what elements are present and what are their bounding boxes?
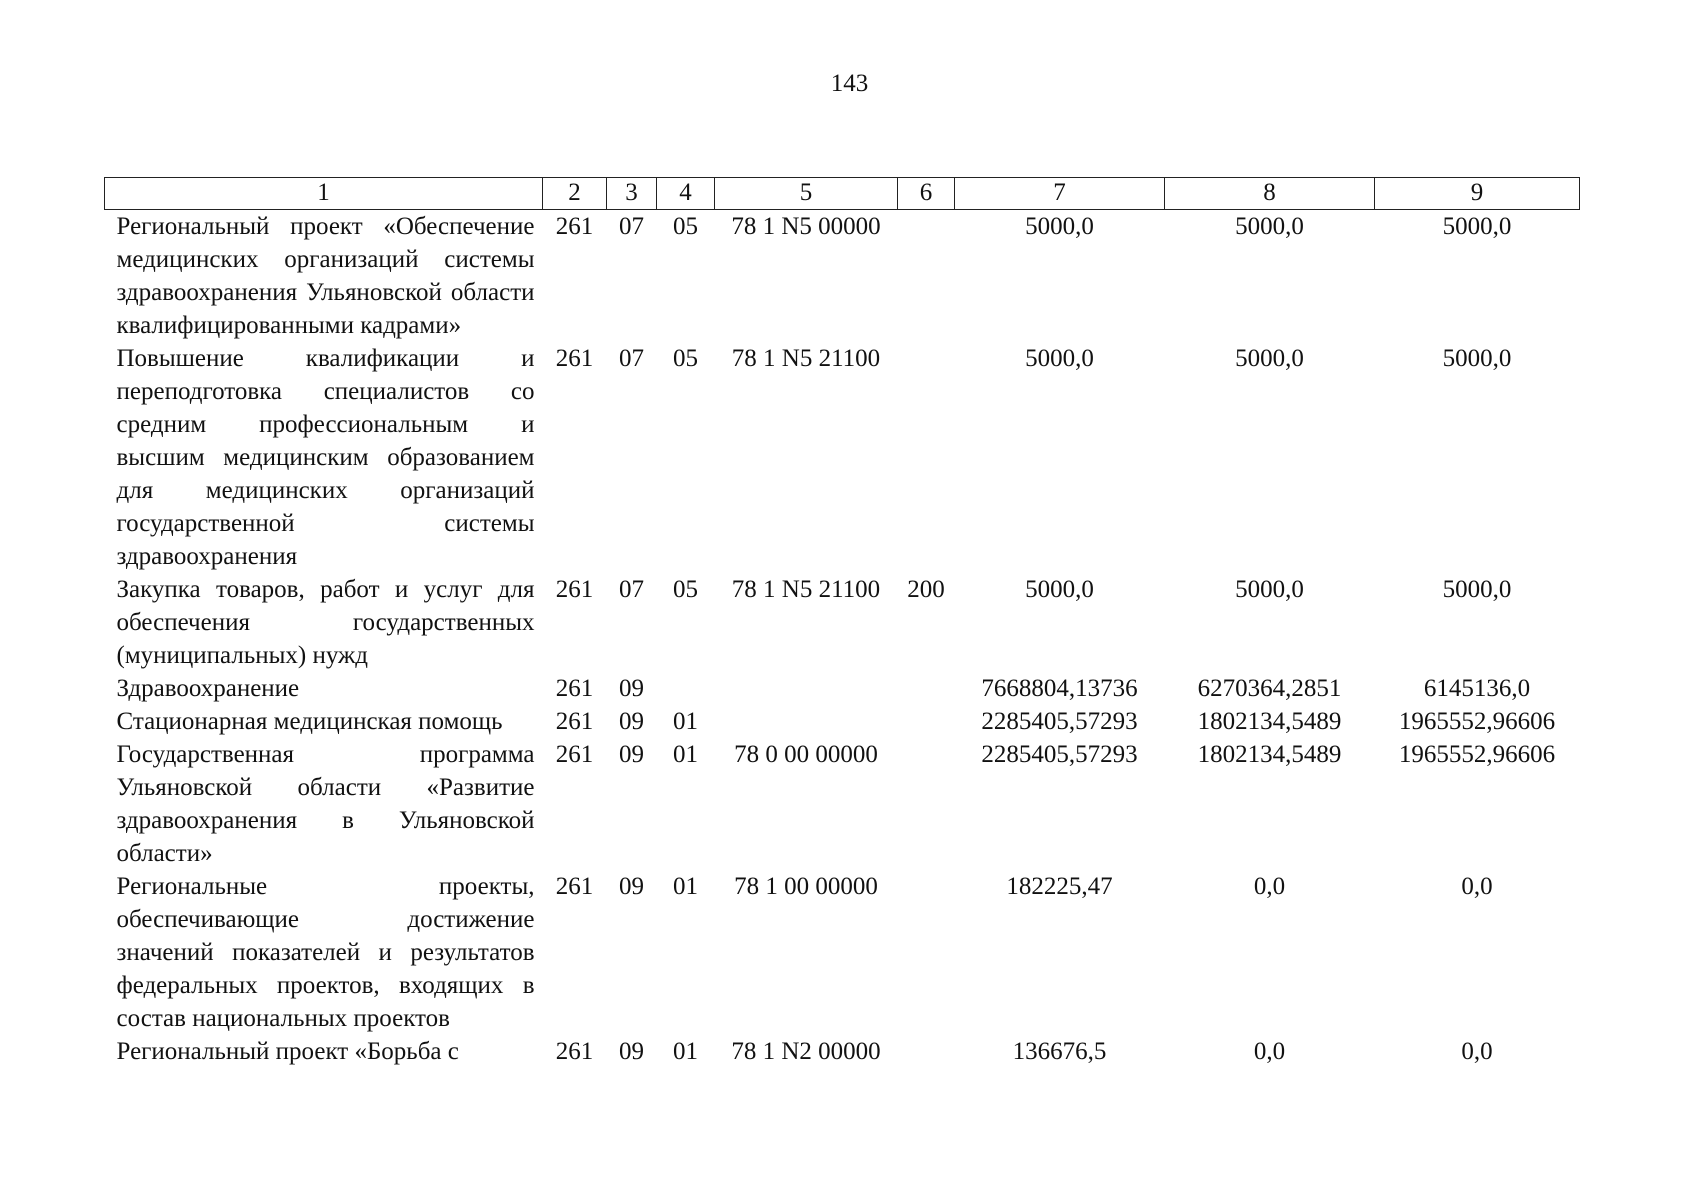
column-header: 9: [1375, 178, 1580, 210]
expense-type-cell: [898, 342, 955, 573]
amount-cell: 5000,0: [1235, 345, 1304, 372]
code-cell: 261: [555, 576, 594, 603]
section-cell: 09: [619, 1038, 644, 1065]
table-row: [105, 210, 1580, 343]
amount-cell: 1802134,5489: [1197, 708, 1342, 735]
table-row: [105, 738, 1580, 870]
column-header: 2: [543, 178, 607, 210]
amount-cell: 5000,0: [1025, 213, 1094, 240]
amount-cell: 5000,0: [1235, 576, 1304, 603]
column-header: 7: [955, 178, 1165, 210]
section-cell: 07: [619, 576, 644, 603]
row-name-cell: Региональные проекты, обеспечивающие достижение значений показателей и результатов федеральных проектов, входящих в состав национальных проектов: [116, 873, 535, 1032]
table-row: [105, 1035, 1580, 1068]
subsection-cell: 05: [673, 345, 698, 372]
amount-cell: 1965552,96606: [1398, 708, 1556, 735]
target-article-cell: 78 1 N5 21100: [731, 576, 881, 603]
code-cell: 261: [555, 1038, 594, 1065]
expense-type-cell: [898, 705, 955, 738]
amount-cell: 182225,47: [1006, 873, 1113, 900]
section-cell: 07: [619, 345, 644, 372]
table-row: [105, 573, 1580, 672]
amount-cell: 5000,0: [1235, 213, 1304, 240]
subsection-cell: 01: [673, 741, 698, 768]
row-name-cell: Региональный проект «Обеспечение медицинских организаций системы здравоохранения Ульяновской области квалифицированными кадрами»: [116, 213, 535, 339]
subsection-cell: 01: [673, 1038, 698, 1065]
row-name-cell: Региональный проект «Борьба с: [116, 1038, 459, 1065]
amount-cell: 2285405,57293: [981, 741, 1138, 768]
target-article-cell: 78 1 00 00000: [734, 873, 878, 900]
subsection-cell: 05: [673, 576, 698, 603]
amount-cell: 0,0: [1253, 1038, 1286, 1065]
row-name-cell: Повышение квалификации и переподготовка специалистов со средним профессиональным и высшим медицинским образованием для медицинских организаций государственной системы здравоохранения: [116, 345, 535, 570]
page-number: 143: [830, 70, 869, 97]
code-cell: 261: [555, 708, 594, 735]
target-article-cell: 78 0 00 00000: [734, 741, 878, 768]
section-cell: 09: [619, 708, 644, 735]
section-cell: 09: [619, 675, 644, 702]
table-row: [105, 672, 1580, 705]
expense-type-cell: [898, 210, 955, 343]
expense-type-cell: [898, 738, 955, 870]
target-article-cell: 78 1 N5 21100: [731, 345, 881, 372]
code-cell: 261: [555, 873, 594, 900]
section-cell: 09: [619, 741, 644, 768]
amount-cell: 5000,0: [1025, 576, 1094, 603]
column-header: 6: [898, 178, 955, 210]
row-name-cell: Здравоохранение: [116, 675, 300, 702]
amount-cell: 5000,0: [1442, 345, 1512, 372]
target-article-cell: 78 1 N5 00000: [731, 213, 881, 240]
amount-cell: 2285405,57293: [981, 708, 1138, 735]
section-cell: 09: [619, 873, 644, 900]
subsection-cell: 05: [673, 213, 698, 240]
amount-cell: 6145136,0: [1423, 675, 1531, 702]
expense-type-cell: [898, 672, 955, 705]
table-header-row: [105, 178, 1580, 210]
column-header: 3: [607, 178, 657, 210]
amount-cell: 136676,5: [1012, 1038, 1107, 1065]
target-article-cell: 78 1 N2 00000: [731, 1038, 881, 1065]
table-row: [105, 870, 1580, 1035]
amount-cell: 0,0: [1253, 873, 1286, 900]
amount-cell: 5000,0: [1442, 576, 1512, 603]
code-cell: 261: [555, 345, 594, 372]
subsection-cell: 01: [673, 873, 698, 900]
code-cell: 261: [555, 675, 594, 702]
column-header: 4: [657, 178, 715, 210]
amount-cell: 0,0: [1461, 1038, 1493, 1065]
table-row: [105, 705, 1580, 738]
subsection-cell: [657, 672, 715, 705]
expense-type-cell: 200: [907, 576, 945, 603]
table-row: [105, 342, 1580, 573]
row-name-cell: Государственная программа Ульяновской области «Развитие здравоохранения в Ульяновской области»: [116, 741, 535, 867]
expense-type-cell: [898, 870, 955, 1035]
column-header: 8: [1165, 178, 1375, 210]
amount-cell: 7668804,13736: [981, 675, 1138, 702]
code-cell: 261: [555, 213, 594, 240]
amount-cell: 5000,0: [1025, 345, 1094, 372]
expense-type-cell: [898, 1035, 955, 1068]
row-name-cell: Стационарная медицинская помощь: [116, 708, 503, 735]
amount-cell: 0,0: [1461, 873, 1493, 900]
target-article-cell: [715, 672, 898, 705]
amount-cell: 1965552,96606: [1398, 741, 1556, 768]
budget-table: [104, 177, 1580, 1068]
column-header: 5: [715, 178, 898, 210]
row-name-cell: Закупка товаров, работ и услуг для обеспечения государственных (муниципальных) нужд: [116, 576, 535, 669]
code-cell: 261: [555, 741, 594, 768]
amount-cell: 1802134,5489: [1197, 741, 1342, 768]
column-header: 1: [105, 178, 543, 210]
amount-cell: 5000,0: [1442, 213, 1512, 240]
subsection-cell: 01: [673, 708, 698, 735]
target-article-cell: [715, 705, 898, 738]
amount-cell: 6270364,2851: [1197, 675, 1342, 702]
section-cell: 07: [619, 213, 644, 240]
